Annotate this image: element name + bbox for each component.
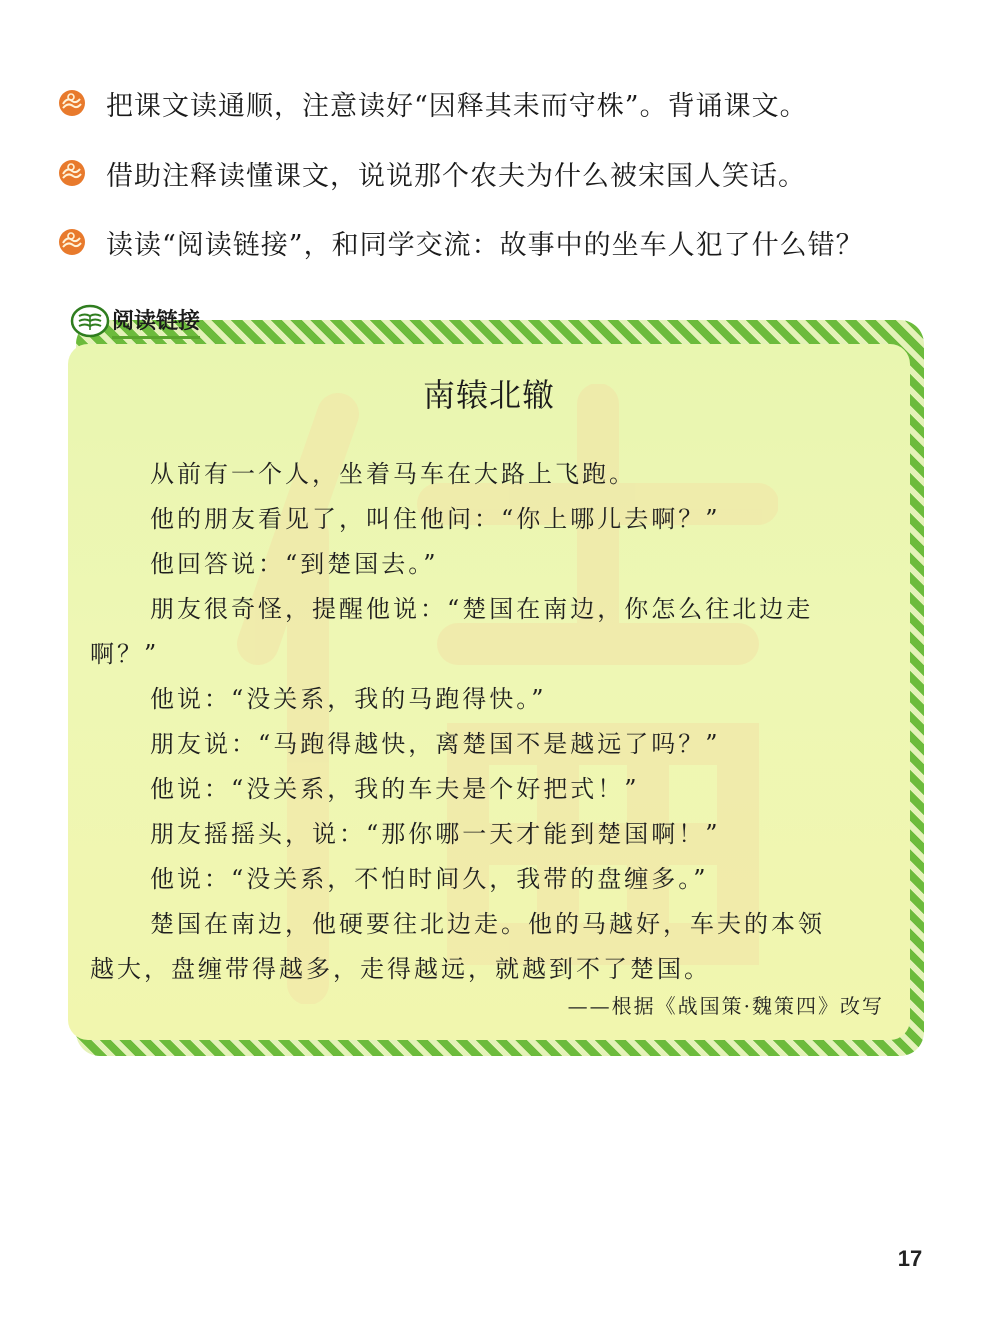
- task-item-2: [58, 155, 806, 191]
- task-text: 读读“阅读链接”，和同学交流：故事中的坐车人犯了什么错？: [106, 229, 864, 261]
- reading-link-panel: [68, 344, 910, 1040]
- story-title: 南辕北辙: [422, 376, 555, 414]
- story-line: 他的朋友看见了，叫住他问：“你上哪儿去啊？”: [150, 505, 721, 533]
- story-line: 他说：“没关系，不怕时间久，我带的盘缠多。”: [150, 865, 709, 893]
- story-source: ——根据《战国策·魏策四》改写: [567, 994, 884, 1018]
- story-line: 他说：“没关系，我的马跑得快。”: [150, 685, 547, 713]
- story-line: 啊？”: [90, 640, 160, 668]
- story-line: 朋友摇摇头，说：“那你哪一天才能到楚国啊！”: [150, 820, 721, 848]
- reading-link-header: [70, 304, 200, 338]
- story-line: 从前有一个人，坐着马车在大路上飞跑。: [150, 460, 636, 488]
- task-item-1: [58, 85, 808, 121]
- story-line: 朋友说：“马跑得越快，离楚国不是越远了吗？”: [150, 730, 721, 758]
- swirl-bullet-icon: [58, 228, 86, 256]
- story-line: 越大，盘缠带得越多，走得越远，就越到不了楚国。: [90, 955, 711, 983]
- task-text: 把课文读通顺，注意读好“因释其耒而守株”。背诵课文。: [106, 90, 808, 122]
- story-line: 他回答说：“到楚国去。”: [150, 550, 439, 578]
- story-line: 朋友很奇怪，提醒他说：“楚国在南边，你怎么往北边走: [150, 595, 814, 623]
- book-icon: [70, 304, 110, 338]
- reading-link-label: 阅读链接: [112, 304, 200, 339]
- swirl-bullet-icon: [58, 89, 86, 117]
- task-item-3: [58, 224, 864, 260]
- story-line: 他说：“没关系，我的车夫是个好把式！”: [150, 775, 640, 803]
- task-text: 借助注释读懂课文，说说那个农夫为什么被宋国人笑话。: [106, 160, 806, 192]
- swirl-bullet-icon: [58, 159, 86, 187]
- page-number: 17: [897, 1246, 923, 1271]
- story-line: 楚国在南边，他硬要往北边走。他的马越好，车夫的本领: [150, 910, 825, 938]
